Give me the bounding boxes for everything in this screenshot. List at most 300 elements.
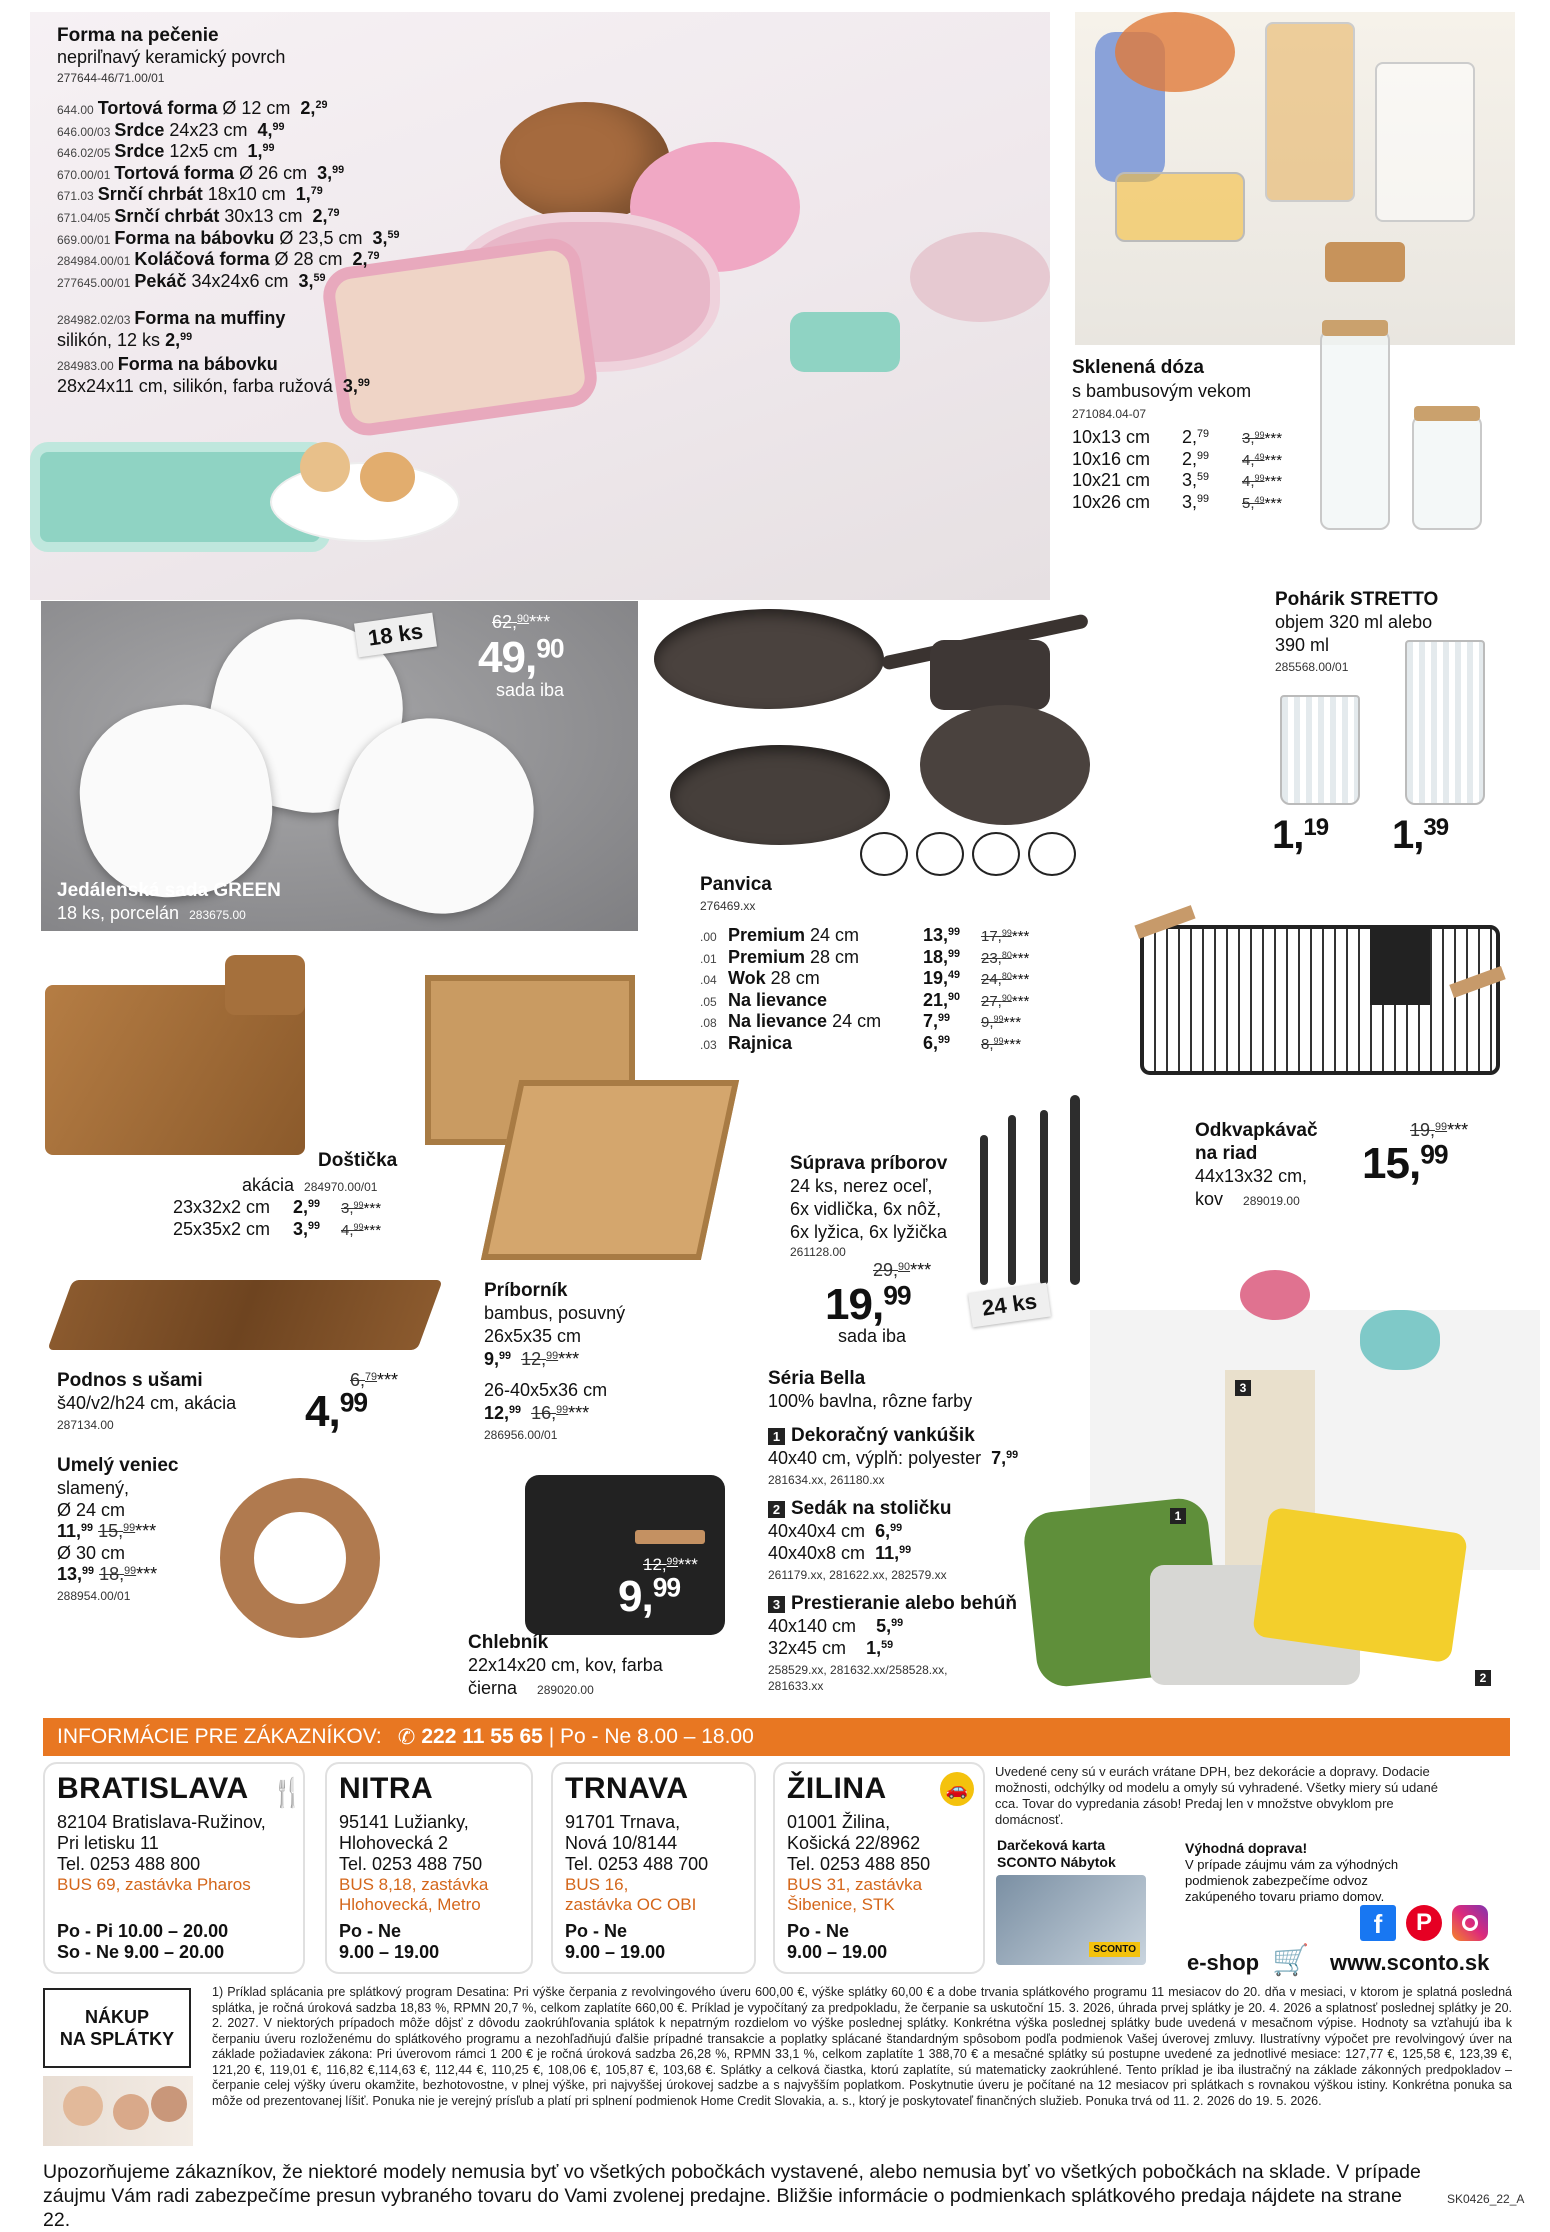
pan-row-name-text: Premium (728, 946, 806, 967)
store-nitra (325, 1762, 533, 1974)
baking-row (57, 184, 400, 206)
baking-row-code: 670.00/01 (57, 167, 111, 182)
bella-item-2-price-1: 40x40x4 cm 6,99 (768, 1521, 903, 1541)
cutlery-note: sada iba (838, 1326, 907, 1346)
pan-row (700, 1033, 1029, 1055)
pan-row-code: .03 (700, 1037, 717, 1052)
price-cents: 29 (315, 99, 328, 112)
price: 2,79 (1182, 427, 1210, 447)
price-cents: 99 (308, 1198, 321, 1211)
old-price (981, 1036, 1021, 1054)
cart-icon: 🛒 (1272, 1944, 1310, 1977)
price-cents: 59 (1197, 471, 1210, 484)
store-city: NITRA (339, 1772, 434, 1805)
bella-item-2-code: 261179.xx, 281622.xx, 282579.xx (768, 1568, 947, 1582)
store-bratislava (43, 1762, 305, 1974)
old-price (981, 1014, 1021, 1032)
bella-item-1-price: 40x40 cm, výplň: polyester 7,99 (768, 1448, 1019, 1468)
store-phone[interactable]: Tel. 0253 488 750 (339, 1854, 483, 1874)
instagram-icon[interactable] (1452, 1905, 1488, 1941)
gas-hob-icon (916, 832, 964, 876)
glass-price-2: 1,39 (1392, 813, 1449, 857)
bella-title: Séria Bella (768, 1368, 866, 1389)
tray-spec: š40/v2/h24 cm, akácia (57, 1393, 237, 1413)
glass-title: Pohárik STRETTO (1275, 589, 1439, 610)
price: 4,99 (257, 119, 285, 140)
board-row-size: 23x32x2 cm (173, 1197, 271, 1217)
wreath-spec: slamený, (57, 1478, 130, 1498)
baking-row (57, 98, 400, 120)
baking-row-spec: 18x10 cm (202, 184, 296, 205)
jars-price-list (1072, 427, 1282, 513)
old-price-value: 5,49 (1242, 494, 1265, 512)
price: 2,29 (300, 98, 328, 118)
info-hours: | Po - Ne 8.00 – 18.00 (548, 1725, 754, 1748)
board-row-size: 25x35x2 cm (173, 1218, 271, 1239)
organizer-spec-3: 26-40x5x36 cm (484, 1380, 608, 1400)
store-hours-2: 9.00 – 19.00 (787, 1942, 888, 1962)
rack-spec-1: 44x13x32 cm, (1195, 1166, 1308, 1186)
price: 3,59 (298, 270, 326, 291)
cutlery-line-3: 6x lyžica, 6x lyžička (790, 1222, 948, 1242)
breadbox-price: 9,99 (618, 1572, 681, 1621)
price: 18,99 (923, 946, 961, 967)
price: 6,99 (923, 1032, 951, 1053)
price: 2,79 (312, 205, 340, 226)
pan-row-name-text: Na lievance (728, 989, 828, 1010)
old-price-stars: *** (1003, 1014, 1022, 1032)
organizer-price-1: 9,99 12,99*** (484, 1349, 580, 1369)
baking-row-code: 284984.00/01 (57, 254, 131, 269)
price: 2,99 (1182, 448, 1210, 469)
tray-photo (40, 1265, 460, 1365)
old-price (1242, 452, 1282, 470)
old-price (1242, 473, 1282, 491)
bella-item-3-price-1: 40x140 cm 5,99 (768, 1616, 904, 1636)
price: 13,99 (923, 925, 961, 945)
store-hours-2: 9.00 – 19.00 (565, 1942, 666, 1962)
baking-row-spec: Ø 23,5 cm (274, 227, 373, 248)
store-address-2: Košická 22/8962 (787, 1833, 921, 1853)
breadbox-spec-1: 22x14x20 cm, kov, farba (468, 1655, 663, 1675)
baking-subtitle: nepriľnavý keramický povrch (57, 47, 286, 67)
store-hours-2: So - Ne 9.00 – 20.00 (57, 1942, 225, 1962)
cutlery-code: 261128.00 (790, 1245, 846, 1259)
pan-row-name-text: Wok (728, 968, 766, 989)
price-cents: 99 (272, 120, 285, 133)
baking-row (57, 249, 400, 271)
tray-title: Podnos s ušami (57, 1370, 203, 1391)
baking-row (57, 120, 400, 142)
baking-row-code: 669.00/01 (57, 232, 111, 247)
baking-row-name: Forma na bábovku (114, 227, 275, 248)
price: 3,99 (317, 162, 345, 183)
store-city: TRNAVA (565, 1772, 689, 1805)
glass-spec2: 390 ml (1275, 635, 1330, 655)
old-price-value: 3,99 (1242, 430, 1265, 447)
baking-row-code: 671.03 (57, 189, 94, 204)
jars-photo (1075, 12, 1515, 345)
board-price-list (173, 1197, 381, 1240)
price: 1,79 (295, 184, 323, 205)
price-cents: 79 (367, 250, 380, 263)
induction-hob-icon (1028, 832, 1076, 876)
bella-photo (1030, 1250, 1535, 1700)
organizer-title: Príborník (484, 1280, 568, 1301)
old-price-cents: 49 (1254, 451, 1265, 462)
footer-notice: Upozorňujeme zákazníkov, že niektoré modely nemusia byť vo všetkých pobočkách vystavené, alebo nemusia byť vo všetkých pobočkách na sklade. V prípade záujmu Vám radi zabezpečíme presun vybraného tovaru do Vami zvolenej predajne. Bližšie informácie o podmienkach splátkového predaja nájdete na strane 22. (43, 2161, 1421, 2231)
plates-old-price: 62,90*** (492, 612, 551, 632)
price: 3,99 (293, 1218, 321, 1239)
social-icons (1360, 1905, 1488, 1941)
old-price-cents: 90 (1001, 992, 1012, 1003)
pans-photo (650, 595, 1110, 855)
baking-price-list (57, 98, 400, 292)
baking-row (57, 228, 400, 250)
baking-row (57, 271, 400, 293)
price: 19,49 (923, 968, 961, 989)
car-icon: 🚗 (940, 1772, 974, 1806)
baking-row-name: Tortová forma (114, 162, 235, 183)
baking-row-name: Srnčí chrbát (97, 184, 203, 205)
wreath-photo (210, 1468, 390, 1648)
old-price-stars: *** (1264, 430, 1283, 447)
bella-spec: 100% bavlna, rôzne farby (768, 1391, 973, 1411)
rack-photo (1130, 895, 1515, 1095)
pan-row (700, 990, 1029, 1012)
pan-row-name: Na lievance 24 cm (728, 1011, 882, 1032)
old-price-stars: *** (1003, 1035, 1022, 1053)
pan-row-name-text: Rajnica (728, 1032, 793, 1053)
price-cents: 79 (327, 207, 340, 220)
old-price-cents: 99 (353, 1221, 364, 1232)
store-phone[interactable]: Tel. 0253 488 700 (565, 1854, 709, 1874)
board-title: Doštička (318, 1150, 398, 1171)
bella-item-3-name: 3 Prestieranie alebo behúň (768, 1593, 1017, 1615)
plates-title: Jedálenská sada GREEN (57, 880, 281, 901)
pans-price-list (700, 925, 1029, 1055)
old-price-cents: 99 (993, 1036, 1004, 1047)
baking-row-spec: Ø 28 cm (269, 249, 353, 270)
info-bar (43, 1718, 1510, 1756)
store-hours-1: Po - Ne (787, 1921, 850, 1941)
price-cents: 59 (387, 228, 400, 241)
baking-row (57, 141, 400, 163)
gift-card-sub: SCONTO Nábytok (997, 1854, 1116, 1870)
jar-row-size: 10x13 cm (1072, 427, 1151, 447)
price-cents: 99 (1197, 492, 1210, 505)
old-price-stars: *** (1264, 473, 1283, 491)
organizer-code: 286956.00/01 (484, 1428, 558, 1442)
store-bus-2: zastávka OC OBI (565, 1895, 697, 1914)
baking-row-spec: Ø 26 cm (234, 162, 318, 183)
pan-row-name: Wok 28 cm (728, 968, 820, 989)
wreath-size-2: Ø 30 cm (57, 1543, 126, 1563)
price: 21,90 (923, 989, 961, 1010)
delivery-text: V prípade záujmu vám za výhodných podmienok zabezpečíme odvoz zakúpeného tovaru priamo domov. (1185, 1857, 1399, 1904)
price-cents: 99 (938, 1034, 951, 1047)
loan-box-line-2: NA SPLÁTKY (59, 2029, 175, 2049)
price: 1,99 (247, 141, 275, 162)
jar-row-size: 10x21 cm (1072, 470, 1151, 491)
board-row (173, 1219, 381, 1241)
wreath-title: Umelý veniec (57, 1455, 179, 1476)
rack-price: 15,99 (1362, 1139, 1448, 1188)
baking-row-code: 646.00/03 (57, 124, 111, 139)
old-price-stars: *** (363, 1200, 382, 1217)
gift-card-title: Darčeková karta (997, 1837, 1106, 1853)
rack-title-1: Odkvapkávač (1195, 1120, 1318, 1141)
glass-price-1: 1,19 (1272, 813, 1329, 857)
store-hours-1: Po - Ne (339, 1921, 402, 1941)
store-bus: BUS 69, zastávka Pharos (57, 1875, 251, 1894)
old-price-stars: *** (1011, 992, 1030, 1010)
pan-row-code: .04 (700, 973, 717, 988)
cutlery-count-tag: 24 ks (968, 1283, 1051, 1328)
price: 3,59 (1182, 470, 1210, 491)
price: 3,59 (372, 227, 400, 248)
baking-row-code: 646.02/05 (57, 146, 111, 161)
old-price-value: 4,99 (1242, 473, 1265, 491)
gift-card-image (996, 1875, 1146, 1965)
baking-row-name: Srdce (114, 141, 165, 162)
old-price-cents: 99 (1001, 928, 1012, 939)
bella-item-3-price-2: 32x45 cm 1,59 (768, 1638, 894, 1658)
store-city: ŽILINA (787, 1772, 887, 1805)
tray-old-price: 6,79*** (350, 1370, 399, 1390)
bella-item-3-code-2: 281633.xx (768, 1679, 824, 1693)
price-cents: 90 (948, 990, 961, 1003)
rack-spec-2: kov 289019.00 (1195, 1189, 1300, 1209)
tray-price: 4,99 (305, 1387, 368, 1436)
baking-row-code: 644.00 (57, 103, 94, 117)
rack-title-2: na riad (1195, 1143, 1258, 1164)
price-cents: 99 (948, 947, 961, 960)
old-price (981, 950, 1029, 968)
old-price-stars: *** (1011, 971, 1030, 989)
baking-code: 277644-46/71.00/01 (57, 71, 165, 85)
glass-code: 285568.00/01 (1275, 660, 1349, 674)
store-phone[interactable]: Tel. 0253 488 800 (57, 1854, 201, 1874)
old-price (341, 1222, 381, 1240)
footer-code: SK0426_22_A (1447, 2192, 1525, 2206)
store-bus-1: BUS 8,18, zastávka (339, 1875, 489, 1894)
jars-subtitle: s bambusovým vekom (1072, 381, 1252, 401)
price-cents: 99 (262, 142, 275, 155)
bella-item-2-price-2: 40x40x8 cm 11,99 (768, 1543, 912, 1563)
store-trnava (551, 1762, 756, 1974)
old-price-value: 9,99 (981, 1014, 1004, 1032)
baking-row-name: Koláčová forma (134, 249, 270, 270)
jar-row (1072, 449, 1282, 471)
jar-row-size: 10x16 cm (1072, 448, 1151, 469)
price-cents: 99 (938, 1012, 951, 1025)
organizer-spec-2: 26x5x35 cm (484, 1326, 582, 1346)
pan-row-code: .01 (700, 951, 717, 966)
cutlery-price: 19,99 (825, 1280, 911, 1329)
board-spec: akácia 284970.00/01 (242, 1175, 378, 1195)
store-zilina (773, 1762, 985, 1974)
tray-code: 287134.00 (57, 1418, 114, 1432)
old-price (1242, 430, 1282, 448)
old-price-value: 3,99 (341, 1200, 364, 1217)
old-price-stars: *** (1264, 451, 1283, 469)
store-bus-2: Hlohovecká, Metro (339, 1895, 481, 1914)
breadbox-old-price: 12,99*** (643, 1555, 698, 1574)
pinterest-icon[interactable]: P (1406, 1905, 1442, 1941)
organizer-photo (420, 970, 730, 1270)
cutlery-old-price: 29,90*** (873, 1260, 932, 1280)
store-bus-1: BUS 31, zastávka (787, 1875, 923, 1894)
plates-note: sada iba (496, 680, 565, 700)
wreath-size-1: Ø 24 cm (57, 1500, 126, 1520)
info-label: INFORMÁCIE PRE ZÁKAZNÍKOV: (57, 1725, 382, 1748)
price-cents: 49 (948, 969, 961, 982)
old-price-stars: *** (363, 1221, 382, 1239)
price-cents: 99 (948, 926, 961, 939)
price-cents: 79 (1197, 428, 1210, 441)
store-city: BRATISLAVA (57, 1772, 249, 1805)
jar-row-size: 10x26 cm (1072, 491, 1151, 512)
baking-row-name: Srnčí chrbát (114, 205, 220, 226)
store-bus-1: BUS 16, (565, 1875, 629, 1894)
old-price-value: 8,99 (981, 1035, 1004, 1053)
old-price (981, 993, 1029, 1011)
bella-item-1-code: 281634.xx, 261180.xx (768, 1473, 885, 1487)
price-cents: 79 (310, 185, 323, 198)
board-photo (45, 955, 315, 1165)
store-address-1: 95141 Lužianky, (339, 1812, 469, 1832)
organizer-price-2: 12,99 16,99*** (484, 1403, 590, 1423)
price-cents: 59 (313, 271, 326, 284)
pan-row-name: Premium 24 cm (728, 925, 860, 945)
organizer-spec-1: bambus, posuvný (484, 1303, 626, 1323)
price: 2,99 (293, 1197, 321, 1217)
electric-hob-icon (860, 832, 908, 876)
plates-price: 49,90 (478, 633, 564, 682)
old-price-value: 4,49 (1242, 451, 1265, 469)
pan-row (700, 968, 1029, 990)
plates-count-tag: 18 ks (354, 613, 437, 658)
baking-row (57, 206, 400, 228)
wreath-code: 288954.00/01 (57, 1589, 131, 1603)
pan-row-name (728, 1033, 923, 1055)
bella-photo-label-1: 1 (1170, 1508, 1186, 1524)
old-price-value: 24,80 (981, 971, 1012, 989)
restaurant-icon: 🍴 (270, 1777, 305, 1808)
store-hours-2: 9.00 – 19.00 (339, 1942, 440, 1962)
jars-code: 271084.04-07 (1072, 407, 1147, 421)
pans-code: 276469.xx (700, 899, 756, 913)
baking-row-name: Pekáč (134, 270, 187, 291)
price-notice: Uvedené ceny sú v eurách vrátane DPH, bez dekorácie a dopravy. Dodacie možnosti, odchýlky od modelu a omyly sú vyhradené. Všetky miery sú udané cca. Tovar do vypredania zásob! Predaj len v množstve obvyklom pre domácnosť. (995, 1764, 1438, 1827)
baking-title: Forma na pečenie (57, 25, 219, 46)
price: 7,99 (923, 1011, 951, 1032)
old-price (981, 971, 1029, 989)
old-price-stars: *** (1011, 949, 1030, 967)
old-price (1242, 495, 1282, 513)
wreath-price-2: 13,99 18,99*** (57, 1564, 158, 1584)
pan-row-name (728, 990, 923, 1012)
cutlery-line-2: 6x vidlička, 6x nôž, (790, 1199, 942, 1219)
price: 3,99 (1182, 491, 1210, 512)
bella-item-2-name: 2 Sedák na stoličku (768, 1498, 952, 1520)
pan-row-code: .00 (700, 930, 717, 944)
loan-box-line-1: NÁKUP (84, 2007, 149, 2027)
store-address-2: Nová 10/8144 (565, 1833, 678, 1853)
store-address-1: 01001 Žilina, (787, 1812, 891, 1832)
old-price-value: 27,90 (981, 992, 1012, 1010)
rack-old-price: 19,99*** (1410, 1120, 1469, 1140)
baking-row-spec: Ø 12 cm (217, 98, 301, 118)
bella-item-1-name: 1 Dekoračný vankúšik (768, 1425, 975, 1447)
ceramic-hob-icon (972, 832, 1020, 876)
family-photo (43, 2076, 193, 2146)
baking-row-spec: 24x23 cm (164, 119, 258, 140)
old-price (341, 1200, 381, 1218)
jar-row (1072, 427, 1282, 449)
board-row (173, 1197, 381, 1219)
bella-photo-label-3: 3 (1235, 1380, 1251, 1396)
store-address-2: Hlohovecká 2 (339, 1833, 449, 1853)
baking-row-code: 671.04/05 (57, 210, 111, 225)
info-phone[interactable]: 222 11 55 65 (421, 1725, 543, 1748)
cutlery-title: Súprava príborov (790, 1153, 948, 1174)
old-price-cents: 80 (1001, 949, 1012, 960)
store-bus-2: Šibenice, STK (787, 1895, 895, 1914)
pan-row-name: Premium 28 cm (728, 946, 860, 967)
baking-row-code: 277645.00/01 (57, 275, 131, 290)
old-price-stars: *** (1011, 928, 1030, 945)
facebook-icon[interactable]: f (1360, 1905, 1396, 1941)
baking-babovka: 284983.00 Forma na bábovku 28x24x11 cm, silikón, farba ružová 3,99 (57, 354, 370, 396)
pan-row-code: .08 (700, 1016, 717, 1031)
pan-row-name-text: Premium (728, 925, 806, 945)
old-price-cents: 99 (1254, 473, 1265, 484)
store-hours-1: Po - Pi 10.00 – 20.00 (57, 1921, 229, 1941)
breadbox-title: Chlebník (468, 1632, 549, 1653)
price-cents: 99 (1197, 449, 1210, 462)
old-price-cents: 80 (1001, 971, 1012, 982)
breadbox-spec-2: čierna 289020.00 (468, 1678, 594, 1698)
pan-row (700, 947, 1029, 969)
pan-row (700, 925, 1029, 947)
baking-row (57, 163, 400, 185)
cutlery-line-1: 24 ks, nerez oceľ, (790, 1176, 933, 1196)
baking-row-name: Srdce (114, 119, 165, 140)
baking-row-spec: 12x5 cm (164, 141, 248, 162)
jar-row (1072, 492, 1282, 514)
store-hours-1: Po - Ne (565, 1921, 628, 1941)
pan-row-name-text: Na lievance (728, 1011, 828, 1032)
glass-spec1: objem 320 ml alebo (1275, 612, 1433, 632)
old-price-cents: 99 (353, 1200, 364, 1211)
loan-text: 1) Príklad splácania pre splátkový program Desatina: Pri výške čerpania z revolvingového úveru 600,00 €, výške splátky 60,00 € a dobe trvania splátkového programu 11 mesiacov do 20. dňa v mesiaci, v ktorom je splatná posledná splátka, je ročná úroková sadzba 18,83 %, RPMN 20,7 %, celkom zaplatíte 660,00 €. Príklad je vypočítaný za predpokladu, že čerpanie sa uskutoční 15. 3. 2026, úhrada prvej splátky je 20. 4. 2026 a splatnosť poslednej splátky je 20. 2. 2027. V niektorých prípadoch môže dôjsť z dôvodu zaokrúhľovania splátok k nepatrným rozdielom vo výške poslednej splátky. Konkrétna výška poslednej splátky bude uvedená v mesačnom výpise. Hodnoty sa vzťahujú iba k čerpaniu úveru rozloženému do splátkového programu a nezohľadňujú ďalšie prípadné transakcie a poplatky splácané štandardným spôsobom podľa podmienok Vašej úverovej zmluvy. Ilustratívny výpočet pre revolvingový úver na základe požiadavieк zákona: Pri úverovom rámci 1 200 € je ročná úroková sadzba 26,28 %, RPMN 33,1 %, celkom zaplatíte 1 388,70 € a mesačné splátky sú postupne uvedené za jednotlivé mesiace: 127,77 €, 125,58 €, 123,39 €, 121,20 €, 119,01 €, 116,82 €,114,63 €, 112,44 €, 110,25 €, 108,06 €, 105,87 €, 103,68 €. Splátky a celková čiastka, ktorú zaplatíte, sú matematicky zaokrúhlené. Tento príklad je iba ilustračný na základe zákonných predpokladov – čerpanie celej výšky úveru okamžite, bezhotovostne, v plnej výške, pri najvyššej úrokovej sadzbe a s najvyšším poplatkom. Poskytnutie úveru je počítané na 12 mesiacov pri splátkach s rovnakou výškou istiny. Konkrétna ponuka sa môže od prezentovanej líšiť. Ponuka nie je verejný prísľub a platí pri splnení podmienok Home Credit Slovakia, a. s., ktorý je poskytovateľ finančných služieb. Ponuka trvá od 11. 2. 2026 do 19. 5. 2026. (212, 1985, 1512, 2108)
eshop-url[interactable]: www.sconto.sk (1330, 1950, 1490, 1975)
jar-row (1072, 470, 1282, 492)
pan-row-code: .05 (700, 994, 717, 1009)
jars-cutout (1320, 320, 1500, 530)
old-price-cents: 99 (993, 1014, 1004, 1025)
store-phone[interactable]: Tel. 0253 488 850 (787, 1854, 931, 1874)
old-price-value: 4,99 (341, 1221, 364, 1239)
bella-photo-label-2: 2 (1475, 1670, 1491, 1686)
jars-title: Sklenená dóza (1072, 357, 1204, 378)
loan-box (43, 1988, 191, 2068)
old-price (981, 928, 1029, 946)
store-address-2: Pri letisku 11 (57, 1833, 159, 1853)
wreath-price-1: 11,99 15,99*** (57, 1521, 157, 1541)
